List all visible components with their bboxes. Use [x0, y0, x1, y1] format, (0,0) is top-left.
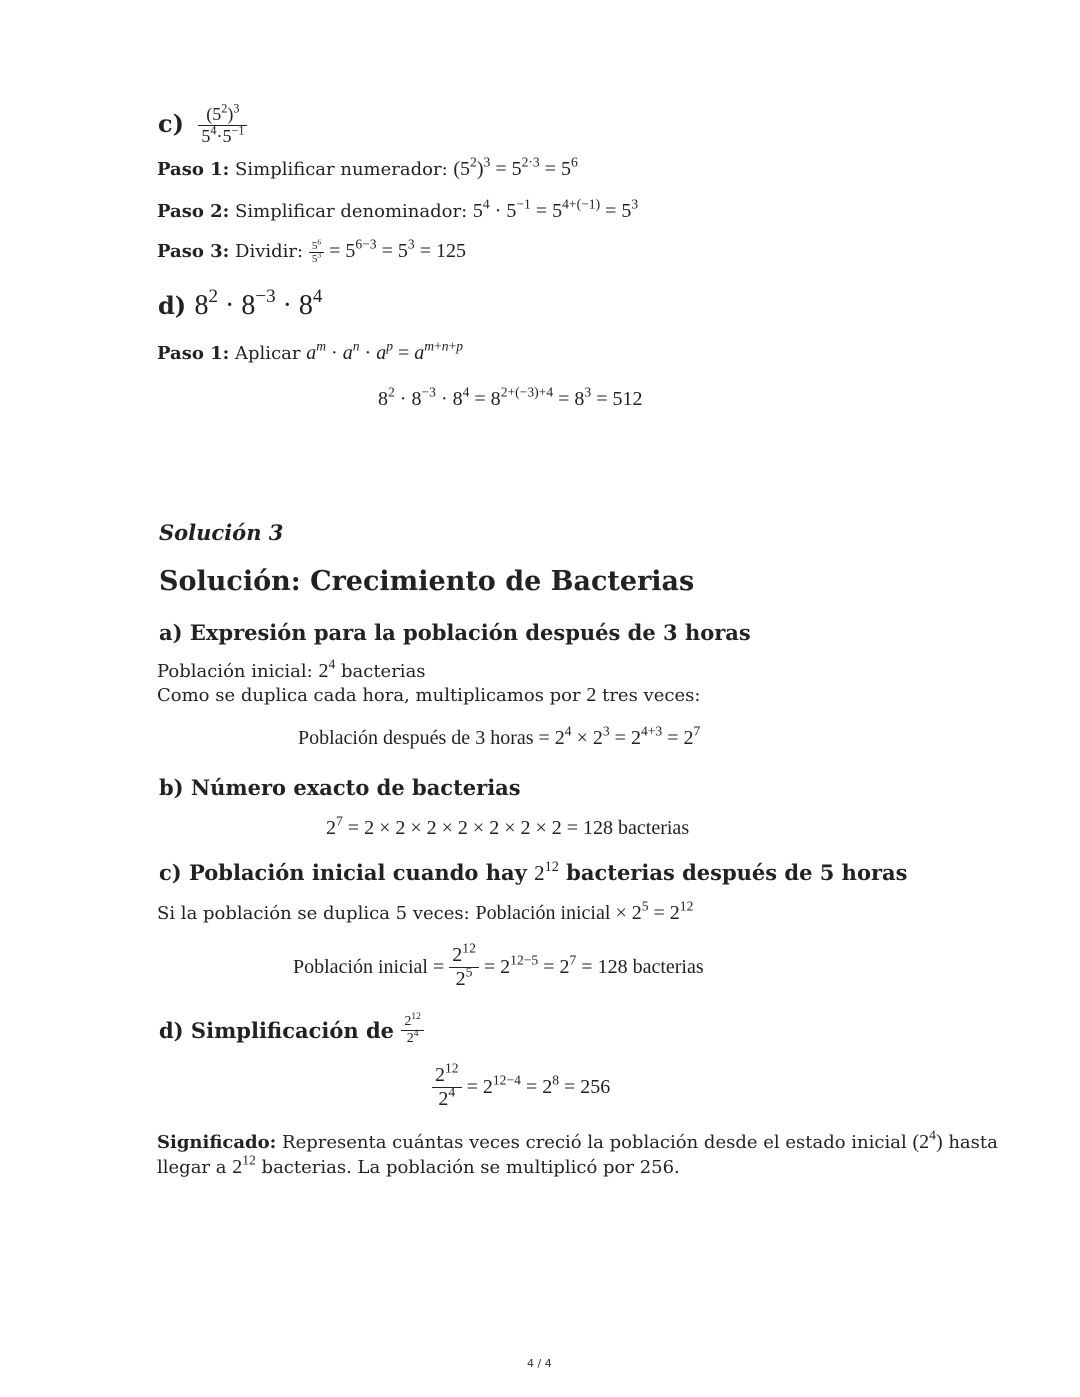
- section-c-step-3: Paso 3: Dividir: $\frac{5^6}{5^3}$ = $5^{6-3} = 5^3 = 125$: [157, 236, 466, 265]
- section-c-label: c): [158, 109, 184, 138]
- meaning-line-2: llegar a $2^{12}$ bacterias. La población se multiplicó por 256.: [157, 1152, 680, 1178]
- part-c-heading: c) Población inicial cuando hay $2^{12}$ bacterias después de 5 horas: [159, 859, 908, 885]
- part-a-heading: a) Expresión para la población después de 3 horas: [159, 620, 751, 645]
- part-c-line: Si la población se duplica 5 veces: Población inicial × $2^5 = 2^{12}$: [157, 898, 694, 924]
- part-d-heading: d) Simplificación de $\frac{2^{12}}{2^4}$: [159, 1014, 424, 1047]
- part-b-heading: b) Número exacto de bacterias: [159, 775, 521, 800]
- section-d-formula: $8^2 \cdot 8^{-3} \cdot 8^4 = 8^{2+(-3)+4} = 8^3 = 512$: [378, 384, 643, 410]
- part-c-formula: Población inicial = $\frac{2^{12}}{2^5}$ = $2^{12-5} = 2^7 = 128$ bacterias: [293, 940, 704, 990]
- section-d-step-1: Paso 1: Aplicar $a^m \cdot a^n \cdot a^p = a^{m+n+p}$: [157, 338, 464, 364]
- section-c-fraction: $\frac{(5^2)^3}{5^4\cdot 5^{-1}}$: [198, 104, 247, 147]
- section-c-step-2: Paso 2: Simplificar denominador: $5^4 \cdot 5^{-1} = 5^{4+(-1)} = 5^3$: [157, 196, 639, 222]
- meaning-line-1: Significado: Representa cuántas veces creció la población desde el estado inicial $(2^4)$ hasta: [157, 1127, 998, 1153]
- part-d-formula: $\frac{2^{12}}{2^4}$ = $2^{12-4} = 2^8 = 256$: [432, 1064, 610, 1111]
- solution-tag: Solución 3: [159, 520, 284, 545]
- part-b-formula: $2^7 = 2 \times 2 \times 2 \times 2 \times 2 \times 2 \times 2 = 128$ bacterias: [326, 813, 690, 839]
- part-a-line2: Como se duplica cada hora, multiplicamos por 2 tres veces:: [157, 684, 701, 706]
- page-number: 4 / 4: [527, 1357, 552, 1370]
- section-d-heading: d) $8^2 \cdot 8^{-3} \cdot 8^4$: [158, 286, 323, 321]
- section-c-step-1: Paso 1: Simplificar numerador: $(5^2)^3 = 5^{2\cdot 3} = 5^6$: [157, 154, 578, 180]
- section-c-heading: [158, 101, 247, 147]
- part-a-initial: Población inicial: $2^4$ bacterias: [157, 656, 426, 682]
- solution-title: Solución: Crecimiento de Bacterias: [159, 566, 695, 597]
- part-a-formula: Población después de 3 horas = $2^4 \times 2^3 = 2^{4+3} = 2^7$: [298, 723, 701, 749]
